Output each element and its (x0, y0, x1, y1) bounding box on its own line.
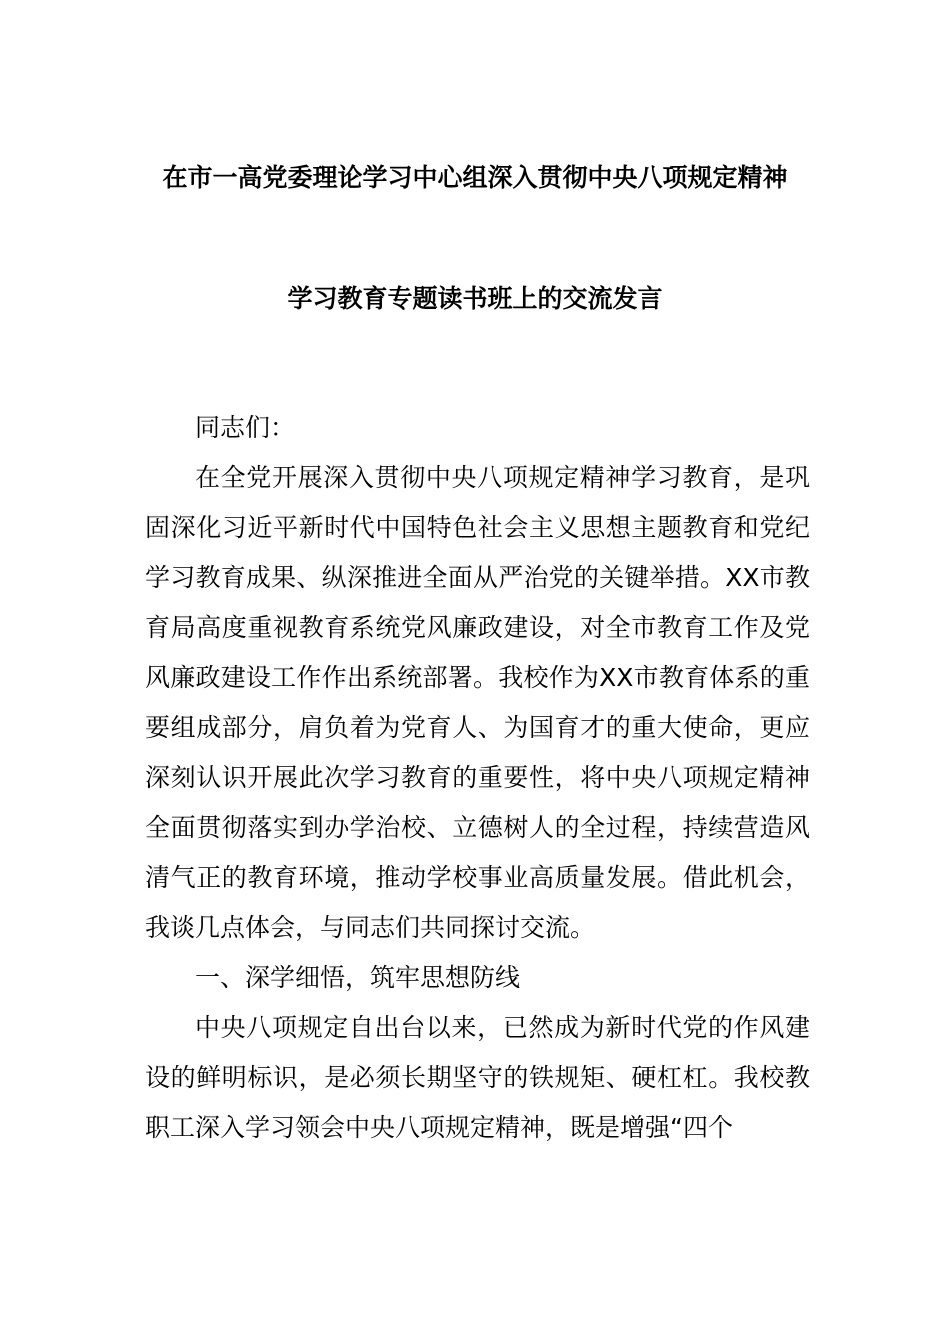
salutation: 同志们： (195, 413, 296, 442)
document-title-line-2: 学习教育专题读书班上的交流发言 (287, 284, 663, 313)
section-heading: 一、深学细悟，筑牢思想防线 (195, 963, 521, 992)
document-body (145, 403, 810, 1153)
body-paragraph: 中央八项规定自出台以来，已然成为新时代党的作风建设的鲜明标识，是必须长期坚守的铁规矩、硬杠杠。我校教职工深入学习领会中央八项规定精神，既是增强“四个 (145, 1013, 810, 1142)
body-paragraph: 在全党开展深入贯彻中央八项规定精神学习教育，是巩固深化习近平新时代中国特色社会主义思想主题教育和党纪学习教育成果、纵深推进全面从严治党的关键举措。XX市教育局高度重视教育系统党风廉政建设，对全市教育工作及党风廉政建设工作作出系统部署。我校作为XX市教育体系的重要组成部分，肩负着为党育人、为国育才的重大使命，更应深刻认识开展此次学习教育的重要性，将中央八项规定精神全面贯彻落实到办学治校、立德树人的全过程，持续营造风清气正的教育环境，推动学校事业高质量发展。借此机会，我谈几点体会，与同志们共同探讨交流。 (145, 463, 810, 942)
document-title-line-1: 在市一高党委理论学习中心组深入贯彻中央八项规定精神 (162, 163, 788, 192)
